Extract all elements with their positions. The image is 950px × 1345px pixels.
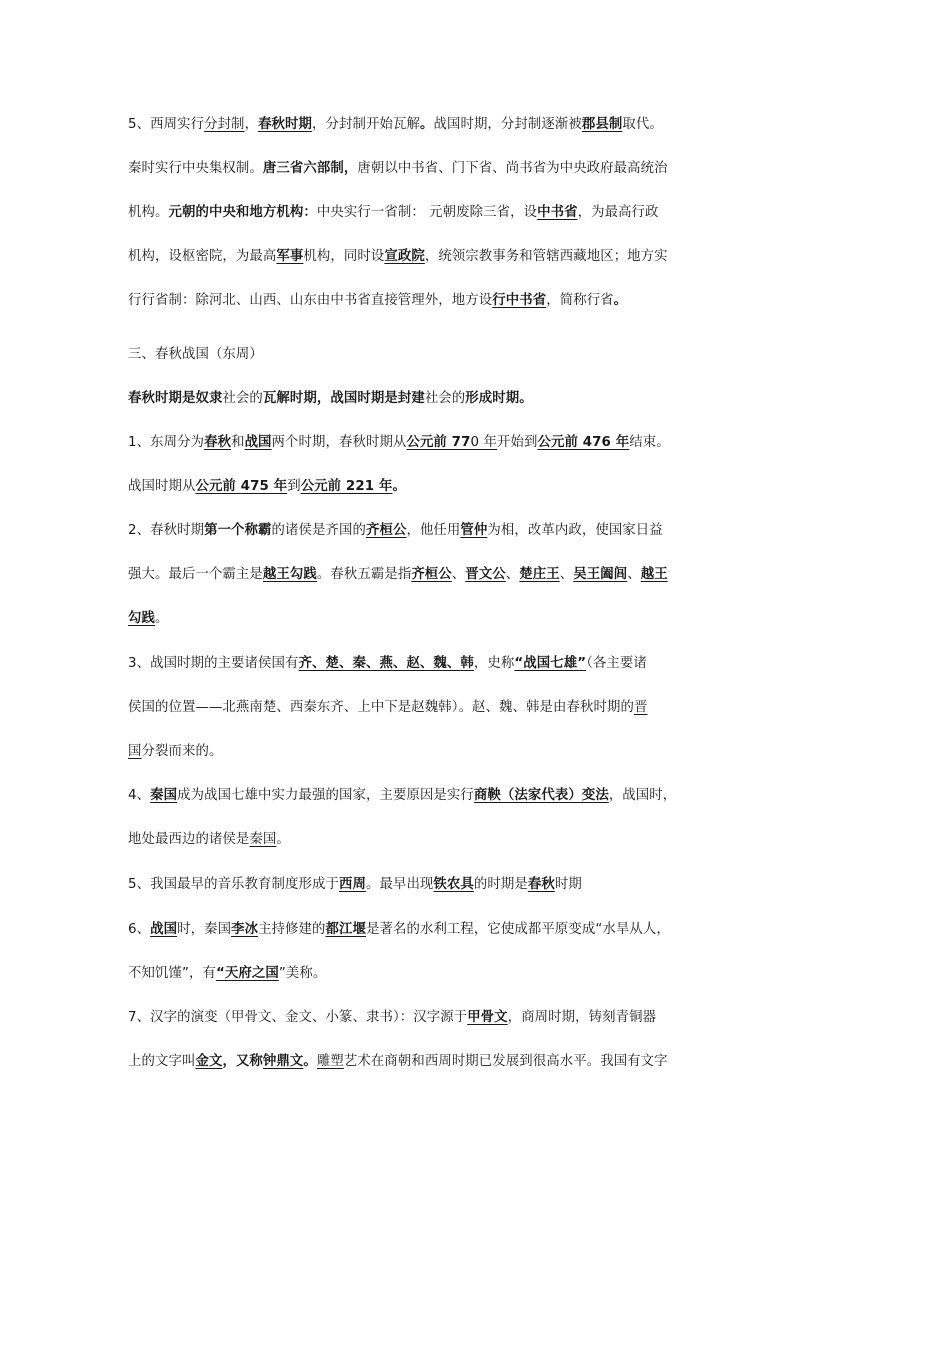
text-run: ”美称。	[278, 966, 327, 981]
text-run: 。最早出现	[365, 877, 434, 892]
emphasized-text: 。	[419, 117, 434, 132]
emphasized-text: “战国七雄”	[514, 656, 587, 671]
emphasized-text: 瓦解时期，战国时期是封建	[262, 391, 425, 406]
text-line	[128, 654, 728, 674]
text-run: 、	[559, 567, 574, 582]
emphasized-text: 行中书省	[492, 293, 547, 308]
text-run: 。	[154, 611, 169, 626]
text-run: 成为战国七雄中实力最强的国家，主要原因是实行	[177, 788, 474, 803]
emphasized-text: 郡县制	[581, 117, 623, 132]
emphasized-text: 0 年	[470, 435, 497, 450]
text-run: 。	[276, 832, 290, 847]
text-run: 是著名的水利工程，它使成都平原变成“水旱从人，	[366, 922, 670, 937]
emphasized-text: 春秋	[527, 877, 555, 892]
text-run: 到	[287, 479, 301, 494]
text-run: 不知饥馑”，有	[128, 966, 216, 981]
text-run: 机构，同时设	[303, 249, 385, 264]
text-run: 时，秦国	[177, 922, 232, 937]
emphasized-text: 国	[128, 744, 142, 759]
text-line	[128, 203, 728, 223]
emphasized-text: 第一个称霸	[204, 523, 272, 538]
emphasized-text: 都江堰	[325, 922, 366, 937]
text-line	[128, 609, 728, 629]
emphasized-text: 晋文公	[465, 567, 506, 582]
text-line	[128, 291, 728, 311]
text-run: 社会的	[424, 391, 466, 406]
emphasized-text: 公元前 475 年	[195, 479, 288, 494]
text-line	[128, 433, 728, 453]
emphasized-text: 春秋	[204, 435, 232, 450]
emphasized-text: 楚庄王	[519, 567, 560, 582]
emphasized-text: 宣政院	[384, 249, 425, 264]
text-run: 战国时期从	[128, 479, 196, 494]
text-run: 秦时实行中央集权制。	[128, 161, 263, 176]
emphasized-text: 齐桓公	[365, 523, 407, 538]
text-run: ，为最高行政	[577, 205, 659, 220]
text-run: 时期	[554, 877, 582, 892]
emphasized-text: “天府之国	[215, 966, 279, 981]
emphasized-text: 铁农具	[433, 877, 474, 892]
emphasized-text: 甲骨文	[467, 1010, 508, 1025]
text-run: 行行省制：除河北、山西、山东由中书省直接管理外，地方设	[128, 293, 493, 308]
text-line	[128, 964, 728, 984]
text-run: ，史称	[473, 656, 515, 671]
text-run: 分裂而来的。	[141, 744, 223, 759]
text-run: ，统领宗教事务和管辖西藏地区；地方实	[424, 249, 668, 264]
emphasized-text: ，又称	[222, 1054, 263, 1069]
emphasized-text: 形成时期。	[465, 391, 533, 406]
text-run: 三、春秋战国（东周）	[128, 347, 263, 362]
text-run: 4、	[128, 788, 151, 803]
text-run: 7、汉字的演变（甲骨文、金文、小篆、隶书）：汉字源于	[128, 1010, 468, 1025]
emphasized-text: 晋	[633, 700, 648, 715]
text-run: 开始到	[497, 435, 538, 450]
text-run: ，简称行省	[546, 293, 614, 308]
emphasized-text: 秦国	[150, 788, 178, 803]
emphasized-text: 公元前 476 年	[537, 435, 630, 450]
emphasized-text: 钟鼎文	[262, 1054, 304, 1069]
text-run: 取代。	[622, 117, 663, 132]
emphasized-text: 管仲	[460, 523, 488, 538]
text-run: 两个时期，春秋时期从	[271, 435, 407, 450]
text-line	[128, 920, 728, 940]
text-run: 、	[627, 567, 641, 582]
text-line	[128, 875, 728, 895]
text-run: 的时期是	[473, 877, 528, 892]
text-line	[128, 115, 728, 135]
emphasized-text: 战国	[150, 922, 178, 937]
emphasized-text: 战国	[244, 435, 272, 450]
text-run: 结束。	[629, 435, 670, 450]
text-run: 3、战国时期的主要诸侯国有	[128, 656, 299, 671]
text-run: 2、春秋时期	[128, 523, 205, 538]
text-line	[128, 742, 728, 762]
text-run: （各主要诸	[586, 656, 647, 671]
text-run: 社会的	[222, 391, 263, 406]
text-line	[128, 786, 728, 806]
emphasized-text: 唐三省六部制，	[262, 161, 358, 176]
emphasized-text: 。	[392, 479, 406, 494]
emphasized-text: 春秋时期是奴隶	[128, 391, 223, 406]
text-run: 机构，设枢密院，为最高	[128, 249, 277, 264]
emphasized-text: 李冰	[231, 922, 259, 937]
text-run: ，	[244, 117, 259, 132]
text-run: 地处最西边的诸侯是	[128, 832, 250, 847]
text-line	[128, 565, 728, 585]
text-run: 、	[505, 567, 520, 582]
emphasized-text: 分封制	[204, 117, 245, 132]
text-run: 5、我国最早的音乐教育制度形成于	[128, 877, 339, 892]
text-run: 、	[451, 567, 466, 582]
text-run: 的诸侯是齐国的	[271, 523, 366, 538]
text-run: ，分封制开始瓦解	[312, 117, 420, 132]
emphasized-text: 。	[613, 293, 628, 308]
emphasized-text: 军事	[276, 249, 304, 264]
emphasized-text: 越王	[640, 567, 668, 582]
emphasized-text: 元朝的中央和地方机构：	[168, 205, 317, 220]
emphasized-text: 公元前 221 年	[300, 479, 393, 494]
emphasized-text: 越王勾践	[262, 567, 317, 582]
text-run: 强大。最后一个霸主是	[128, 567, 263, 582]
emphasized-text: 金文	[195, 1054, 223, 1069]
text-line	[128, 389, 728, 409]
text-line	[128, 345, 728, 365]
text-line	[128, 521, 728, 541]
text-run: 。春秋五霸是指	[316, 567, 412, 582]
text-run: ，战国时，	[608, 788, 677, 803]
text-run: 中央实行一省制： 元朝废除三省，设	[316, 205, 538, 220]
text-run: 机构。	[128, 205, 169, 220]
text-line	[128, 698, 728, 718]
emphasized-text: 。	[303, 1054, 317, 1069]
text-line	[128, 159, 728, 179]
emphasized-text: 公元前 77	[406, 435, 471, 450]
text-line	[128, 830, 728, 850]
text-run: 和	[231, 435, 245, 450]
emphasized-text: 秦国	[249, 832, 277, 847]
text-run: ，他任用	[406, 523, 461, 538]
emphasized-text: 勾践	[128, 611, 155, 626]
emphasized-text: 吴王阖闾	[573, 567, 628, 582]
text-run: 为相，改革内政，使国家日益	[487, 523, 663, 538]
emphasized-text: 商鞅（法家代表）变法	[473, 788, 609, 803]
text-run: 5、西周实行	[128, 117, 205, 132]
emphasized-text: 齐桓公	[411, 567, 452, 582]
text-line	[128, 247, 728, 267]
text-run: 战国时期，分封制逐渐被	[433, 117, 582, 132]
text-run: ，商周时期，铸刻青铜器	[507, 1010, 657, 1025]
emphasized-text: 齐、楚、秦、燕、赵、魏、韩	[298, 656, 474, 671]
text-line	[128, 477, 728, 497]
text-line	[128, 1052, 728, 1072]
text-run: 唐朝以中书省、门下省、尚书省为中央政府最高统治	[357, 161, 668, 176]
text-run: 艺术在商朝和西周时期已发展到很高水平。我国有文字	[343, 1054, 668, 1069]
text-run: 6、	[128, 922, 151, 937]
text-run: 上的文字叫	[128, 1054, 196, 1069]
emphasized-text: 中书省	[537, 205, 578, 220]
emphasized-text: 西周	[338, 877, 366, 892]
text-run: 1、东周分为	[128, 435, 205, 450]
emphasized-text: 雕塑	[316, 1054, 344, 1069]
emphasized-text: 春秋时期	[258, 117, 313, 132]
text-run: 主持修建的	[258, 922, 326, 937]
text-line	[128, 1008, 728, 1028]
text-run: 侯国的位置——北燕南楚、西秦东齐、上中下是赵魏韩）。赵、魏、韩是由春秋时期的	[128, 700, 634, 715]
